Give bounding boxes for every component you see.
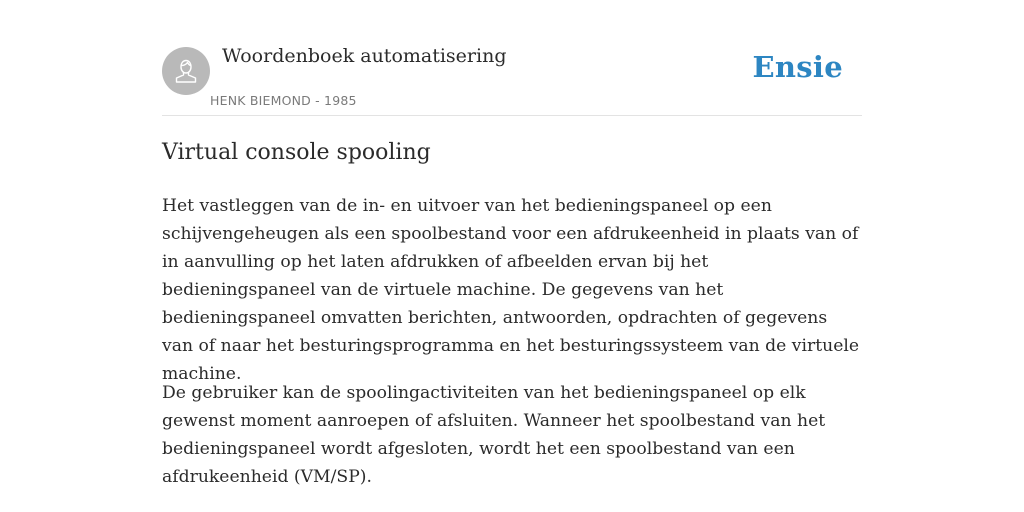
book-title[interactable]: Woordenboek automatisering [222, 45, 507, 67]
publication-year: 1985 [324, 93, 357, 108]
entry-paragraph: Het vastleggen van de in- en uitvoer van het bedieningspaneel op een schijvengeheugen als een spoolbestand voor een afdrukeenheid in plaats van of in aanvulling op het laten afdrukken of afbeelden ervan bij het bedieningspaneel van de virtuele machine. De gegevens van het bedieningspaneel omvatten berichten, antwoorden, opdrachten of gegevens van of naar het besturingsprogramma en het besturingssysteem van de virtuele machine. [162, 196, 860, 384]
author-name[interactable]: HENK BIEMOND [210, 93, 311, 108]
page-container [162, 0, 862, 487]
user-icon [171, 56, 201, 86]
byline [210, 93, 357, 108]
page-header [162, 0, 862, 116]
entry-title: Virtual console spooling [162, 140, 431, 165]
byline-separator: - [310, 93, 325, 108]
brand-logo[interactable]: Ensie [752, 50, 843, 84]
entry-paragraph: De gebruiker kan de spoolingactiviteiten van het bedieningspaneel op elk gewenst moment aanroepen of afsluiten. Wanneer het spoolbestand van het bedieningspaneel wordt afgesloten, wordt het een spoolbestand van een afdrukeenheid (VM/SP). [162, 383, 826, 487]
avatar[interactable] [162, 47, 210, 95]
